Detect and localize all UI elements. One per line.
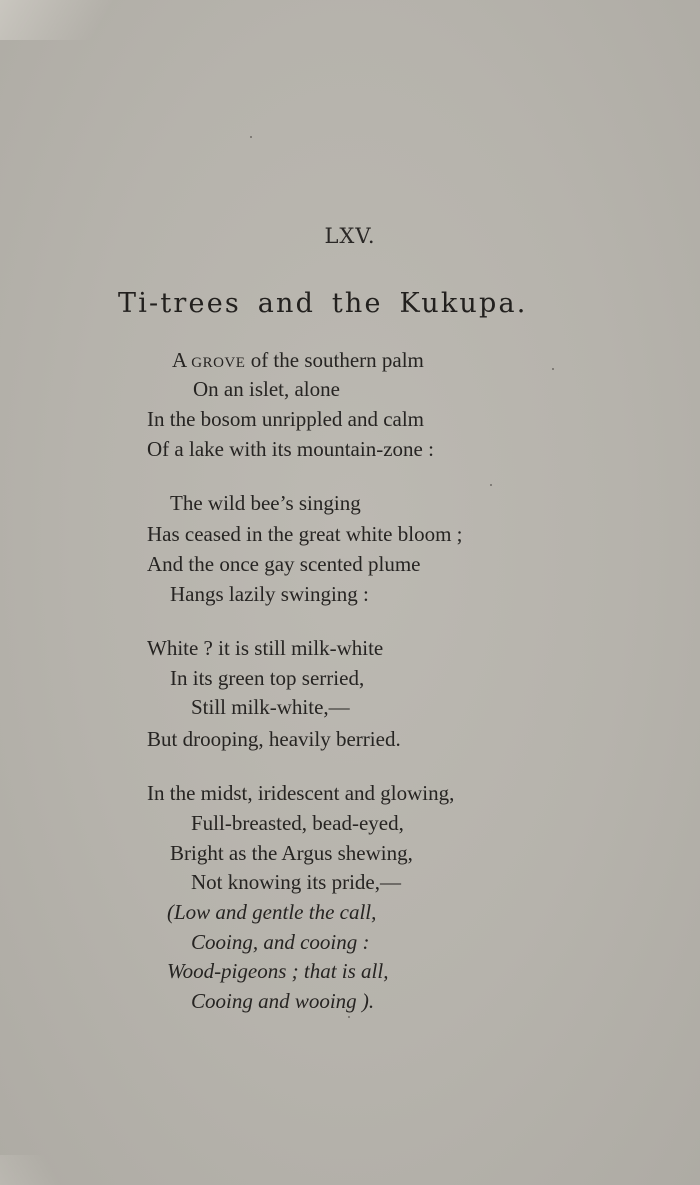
line-small-caps-word: grove [191, 348, 246, 372]
poem-number-heading: LXV. [324, 224, 376, 248]
poem-line: On an islet, alone [193, 377, 340, 401]
poem-line: In its green top serried, [170, 666, 365, 690]
poem-line: In the bosom unrippled and calm [147, 407, 425, 431]
poem-line: Cooing and wooing ). [191, 989, 375, 1013]
paper-speck [552, 368, 554, 370]
paper-speck [348, 1016, 350, 1018]
poem-line: Still milk-white,— [191, 695, 350, 719]
poem-line: Has ceased in the great white bloom ; [147, 522, 463, 546]
poem-line: Bright as the Argus shewing, [170, 841, 413, 865]
poem-line: White ? it is still milk-white [147, 636, 384, 660]
page-corner-shading-bottom [0, 1155, 60, 1185]
poem-title: Ti-trees and the Kukupa. [118, 288, 528, 319]
paper-speck [490, 484, 492, 486]
poem-line: But drooping, heavily berried. [147, 727, 401, 751]
poem-line: Of a lake with its mountain-zone : [147, 437, 434, 461]
poem-line: In the midst, iridescent and glowing, [147, 781, 455, 805]
poem-line: (Low and gentle the call, [167, 900, 377, 924]
poem-line: Not knowing its pride,— [191, 870, 401, 894]
poem-line: Hangs lazily swinging : [170, 582, 369, 606]
poem-line: And the once gay scented plume [147, 552, 421, 576]
poem-line [172, 350, 424, 371]
poem-line: The wild bee’s singing [170, 491, 361, 515]
poem-line: Cooing, and cooing : [191, 930, 370, 954]
poem-line: Full-breasted, bead-eyed, [191, 811, 404, 835]
paper-speck [250, 136, 252, 138]
line-rest: of the southern palm [245, 348, 424, 372]
line-lead-word: A [172, 348, 187, 372]
poem-line: Wood-pigeons ; that is all, [167, 959, 389, 983]
page-corner-shading [0, 0, 140, 40]
